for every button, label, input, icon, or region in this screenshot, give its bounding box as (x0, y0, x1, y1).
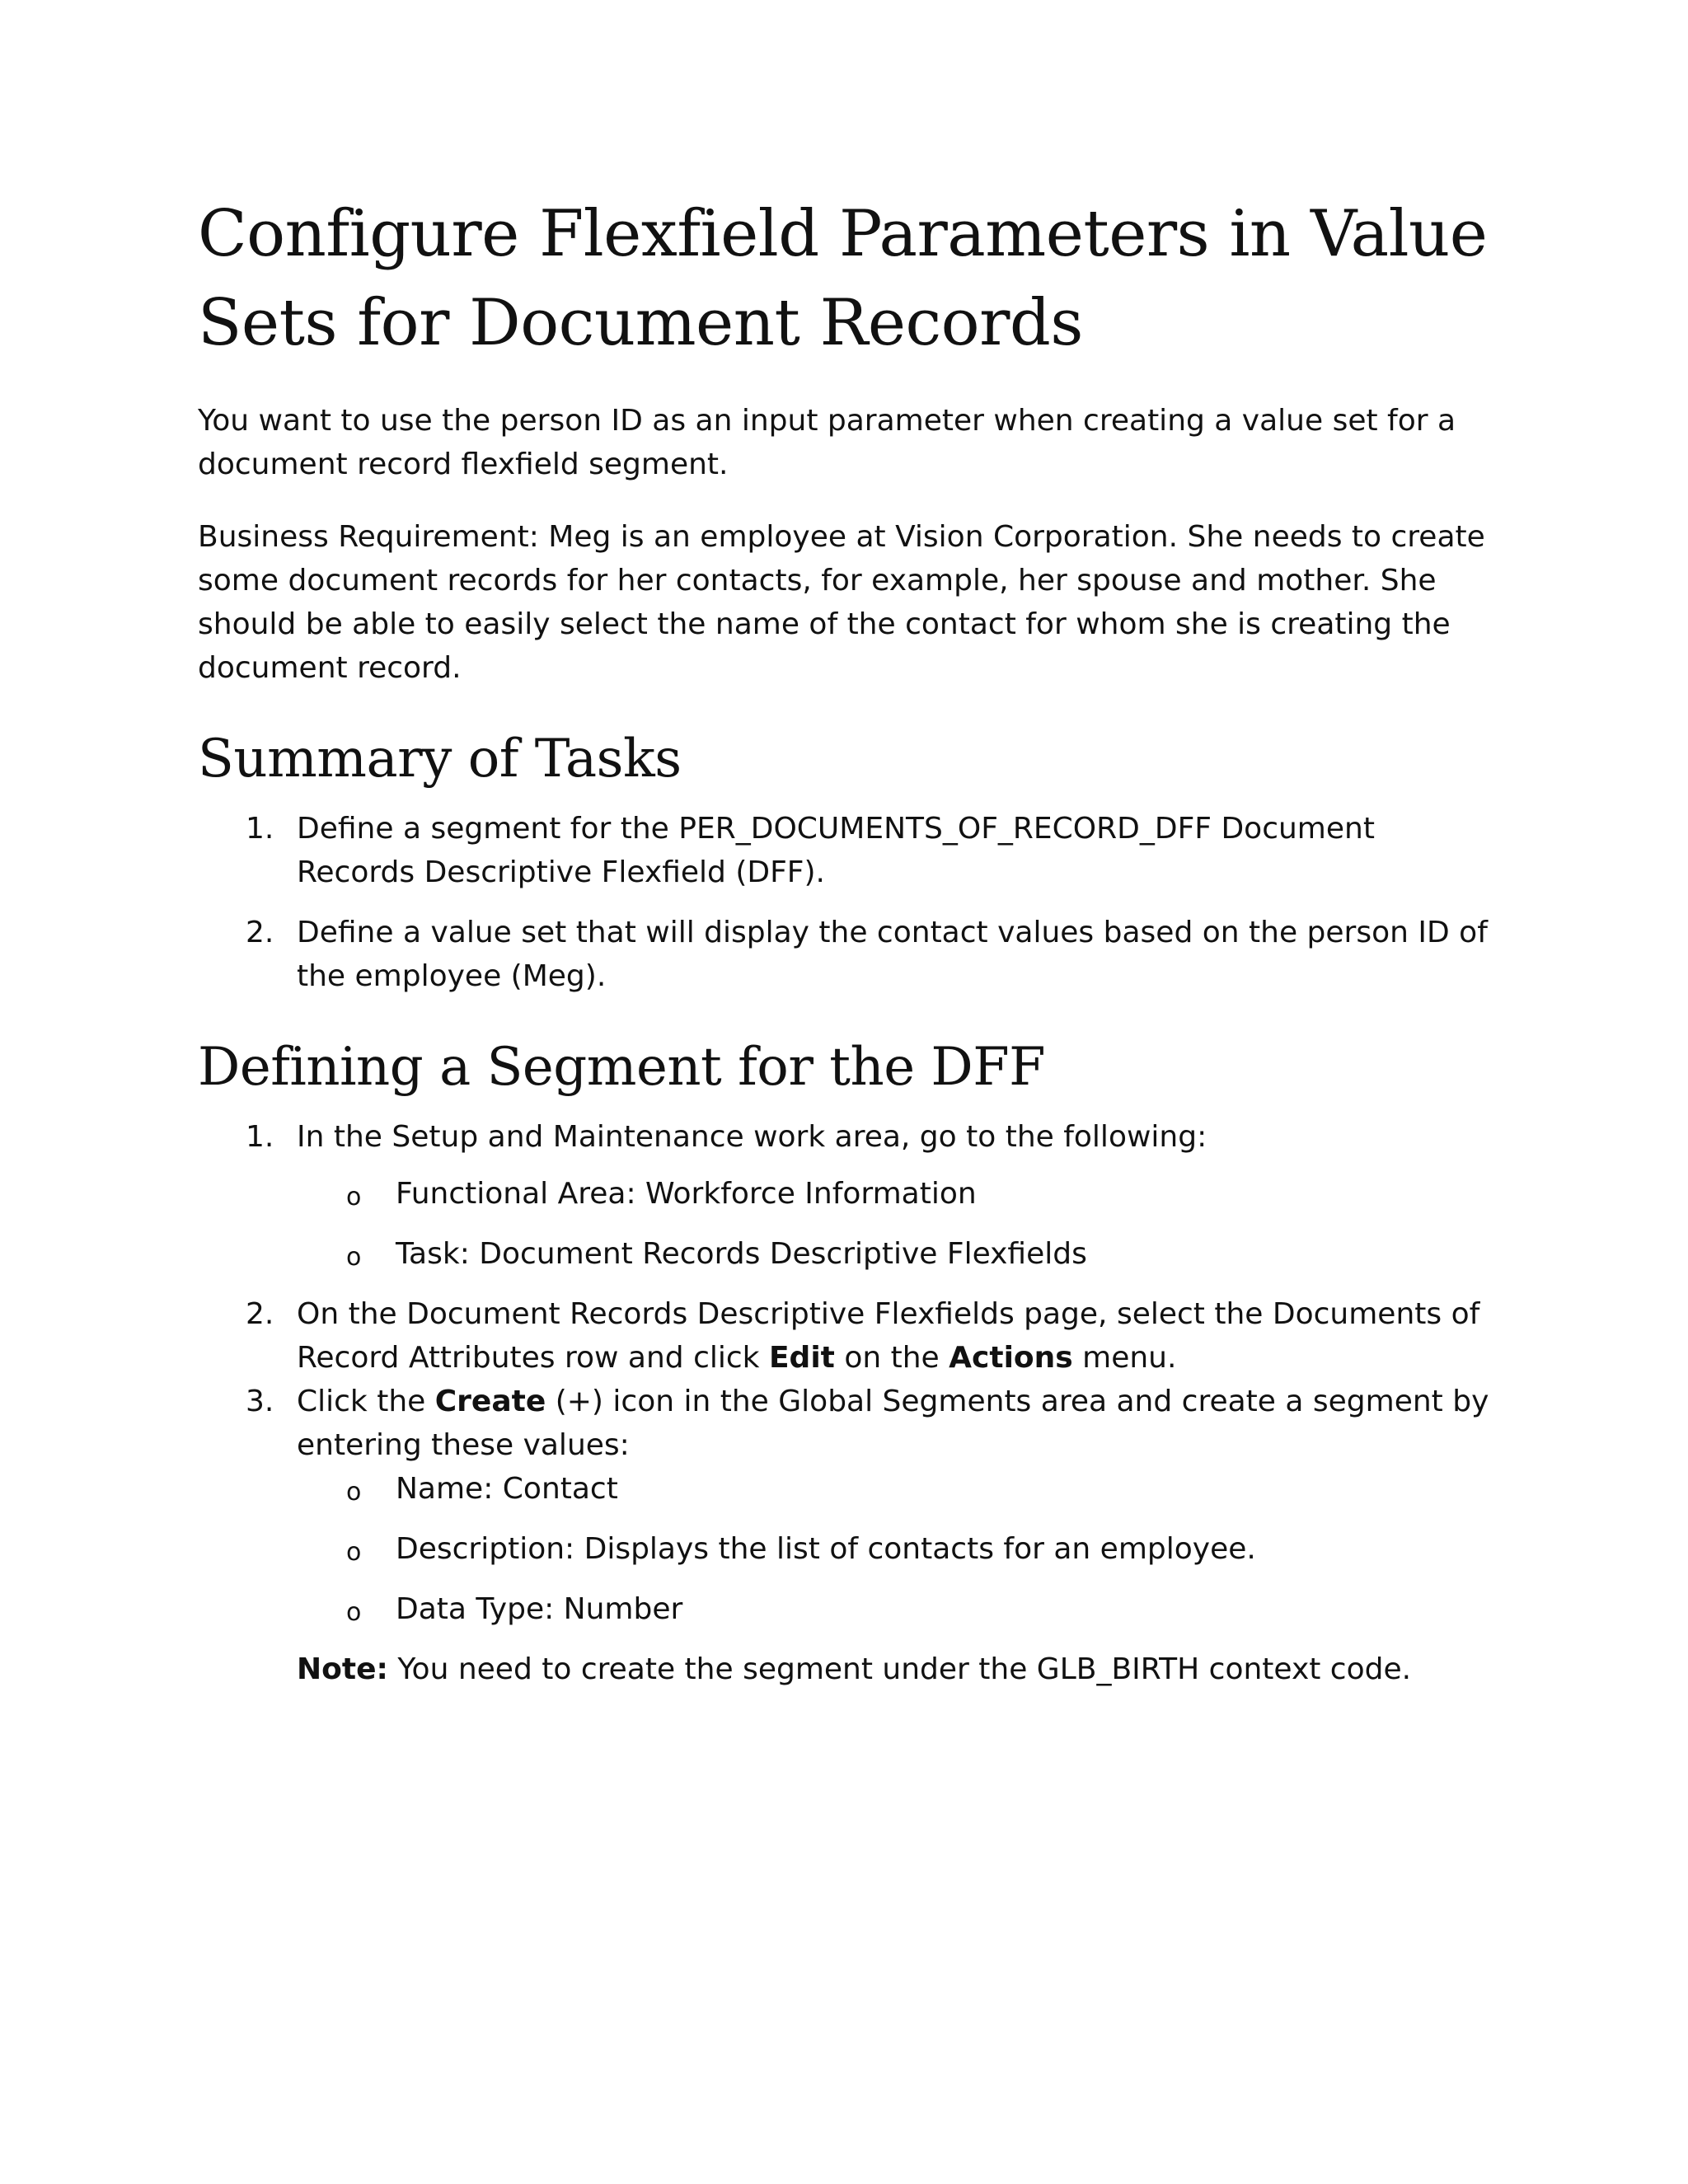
sub-list-item-text: Task: Document Records Descriptive Flexfields (396, 1237, 1087, 1271)
defining-segment-heading: Defining a Segment for the DFF (198, 1037, 1046, 1098)
page-title: Configure Flexfield Parameters in Value Sets for Document Records (198, 197, 1488, 360)
list-item-text: On the Document Records Descriptive Flexfields page, select the Documents of Record Attributes row and click Edit on the Actions menu. (297, 1297, 1480, 1375)
list-number: 3. (246, 1385, 274, 1418)
list-item-text: In the Setup and Maintenance work area, go to the following: (297, 1120, 1207, 1154)
circle-bullet-icon: o (346, 1598, 362, 1627)
circle-bullet-icon: o (346, 1183, 362, 1212)
sub-list-item (297, 1172, 1500, 1216)
list-item (198, 1380, 1500, 1631)
sub-list-item (297, 1467, 1500, 1511)
sub-list-item (297, 1232, 1500, 1276)
note-label: Note: (297, 1652, 388, 1686)
list-number: 2. (246, 1297, 274, 1331)
list-item (198, 807, 1500, 894)
list-item-text: Define a value set that will display the contact values based on the person ID of the employee (Meg). (297, 916, 1488, 993)
sub-list-item-text: Functional Area: Workforce Information (396, 1177, 977, 1211)
business-requirement-paragraph: Business Requirement: Meg is an employee at Vision Corporation. She needs to create some document records for her contacts, for example, her spouse and mother. She should be able to easily select the name of the contact for whom she is creating the document record. (198, 520, 1485, 685)
sub-list-item (297, 1587, 1500, 1631)
sub-list-item-text: Description: Displays the list of contacts for an employee. (396, 1532, 1256, 1566)
circle-bullet-icon: o (346, 1243, 362, 1272)
summary-list (198, 807, 1500, 998)
list-item-text: Define a segment for the PER_DOCUMENTS_OF_RECORD_DFF Document Records Descriptive Flexfield (DFF). (297, 812, 1375, 889)
actions-label: Actions (949, 1341, 1073, 1375)
circle-bullet-icon: o (346, 1538, 362, 1567)
document-page (198, 190, 1500, 1691)
sub-list (297, 1172, 1500, 1276)
list-item-text: Click the Create (+) icon in the Global Segments area and create a segment by entering these values: (297, 1385, 1489, 1462)
summary-heading: Summary of Tasks (198, 729, 682, 790)
list-number: 1. (246, 1120, 274, 1154)
note-paragraph (297, 1647, 1500, 1691)
sub-list-item (297, 1527, 1500, 1571)
list-number: 2. (246, 916, 274, 949)
sub-list (297, 1467, 1500, 1631)
sub-list-item-text: Name: Contact (396, 1472, 618, 1506)
edit-label: Edit (768, 1341, 835, 1375)
intro-paragraph: You want to use the person ID as an input parameter when creating a value set for a document record flexfield segment. (198, 404, 1456, 481)
list-number: 1. (246, 812, 274, 846)
note-text: You need to create the segment under the GLB_BIRTH context code. (387, 1652, 1412, 1686)
sub-list-item-text: Data Type: Number (396, 1592, 683, 1626)
list-item (198, 911, 1500, 998)
create-label: Create (434, 1385, 546, 1418)
steps-list (198, 1115, 1500, 1631)
circle-bullet-icon: o (346, 1478, 362, 1507)
list-item (198, 1115, 1500, 1276)
list-item (198, 1292, 1500, 1380)
